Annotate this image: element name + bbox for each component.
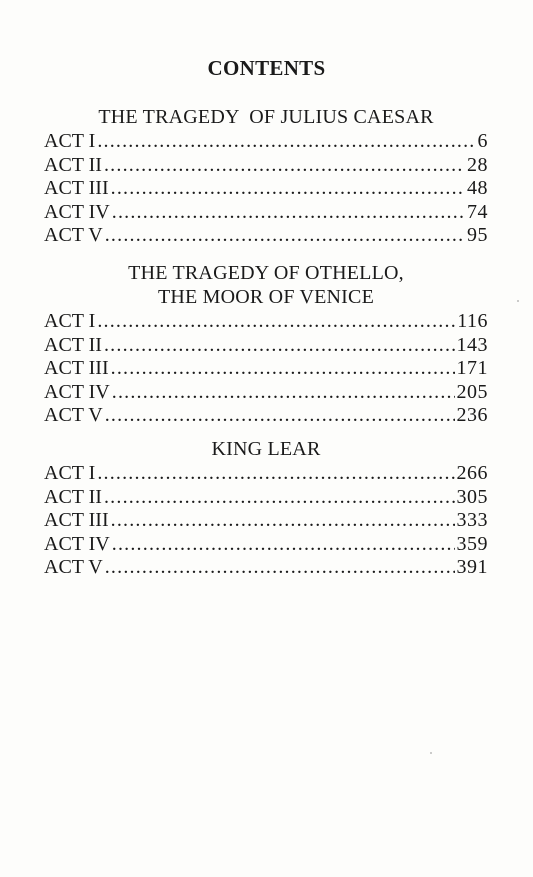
- toc-entry-label: ACT V: [44, 556, 103, 578]
- section-king-lear: [44, 438, 488, 580]
- toc-entry[interactable]: [44, 509, 488, 533]
- toc-entry-label: ACT V: [44, 224, 103, 246]
- toc-entry[interactable]: [44, 154, 488, 178]
- toc-entry[interactable]: [44, 533, 488, 557]
- toc-entry-label: ACT III: [44, 509, 109, 531]
- toc-entry-label: ACT I: [44, 462, 96, 484]
- paper-speck: [430, 752, 432, 754]
- toc-entry-page: 205: [456, 380, 488, 403]
- toc-entry-page: 391: [456, 556, 488, 578]
- toc-entry[interactable]: [44, 334, 488, 358]
- leader-dots: [97, 310, 455, 334]
- toc-entry-page: 48: [467, 177, 488, 199]
- toc-entry-label: ACT I: [44, 130, 96, 152]
- toc-entry-label: ACT III: [44, 177, 109, 199]
- toc-entry-label: ACT IV: [44, 380, 110, 403]
- leader-dots: [111, 357, 455, 381]
- leader-dots: [104, 154, 465, 178]
- toc-entry[interactable]: [44, 310, 488, 334]
- toc-entry-page: 236: [456, 404, 488, 426]
- toc-entry-label: ACT II: [44, 333, 102, 356]
- section-title: THE TRAGEDY OF OTHELLO,: [128, 262, 404, 284]
- toc-entry-page: 116: [457, 310, 488, 332]
- toc-entry-label: ACT IV: [44, 200, 110, 223]
- toc-entry[interactable]: [44, 201, 488, 225]
- section-title: KING LEAR: [211, 438, 321, 460]
- toc-entry[interactable]: [44, 130, 488, 154]
- toc-entry-label: ACT III: [44, 357, 109, 379]
- leader-dots: [97, 462, 454, 486]
- toc-entry[interactable]: [44, 224, 488, 248]
- toc-entry[interactable]: [44, 404, 488, 428]
- toc-entry-page: 95: [467, 224, 488, 246]
- toc-entry-label: ACT IV: [44, 532, 110, 555]
- toc-entry-label: ACT II: [44, 485, 102, 508]
- toc-entry-label: ACT I: [44, 310, 96, 332]
- leader-dots: [111, 177, 465, 201]
- toc-entry-page: 74: [467, 200, 488, 223]
- toc-entry[interactable]: [44, 462, 488, 486]
- section-title-line-2: THE MOOR OF VENICE: [157, 286, 374, 308]
- leader-dots: [104, 334, 455, 358]
- toc-entry-page: 305: [456, 485, 488, 508]
- toc-entry-page: 171: [456, 357, 488, 379]
- leader-dots: [105, 224, 465, 248]
- toc-entry[interactable]: [44, 556, 488, 580]
- toc-entry-page: 333: [456, 509, 488, 531]
- toc-entry[interactable]: [44, 357, 488, 381]
- toc-entry-page: 143: [456, 333, 488, 356]
- leader-dots: [112, 381, 455, 405]
- leader-dots: [104, 486, 455, 510]
- toc-entry-page: 28: [467, 153, 488, 176]
- leader-dots: [112, 201, 465, 225]
- leader-dots: [111, 509, 455, 533]
- toc-entry-page: 6: [477, 130, 488, 152]
- toc-entry[interactable]: [44, 177, 488, 201]
- section-othello: [44, 262, 488, 428]
- leader-dots: [97, 130, 475, 154]
- section-julius-caesar: [44, 106, 488, 248]
- toc-entry[interactable]: [44, 381, 488, 405]
- leader-dots: [105, 404, 455, 428]
- paper-speck: [517, 300, 519, 302]
- toc-entry-page: 266: [456, 462, 488, 484]
- page-title: CONTENTS: [207, 56, 326, 80]
- leader-dots: [112, 533, 455, 557]
- toc-entry-label: ACT V: [44, 404, 103, 426]
- toc-entry[interactable]: [44, 486, 488, 510]
- section-title: THE TRAGEDY OF JULIUS CAESAR: [98, 106, 434, 128]
- leader-dots: [105, 556, 455, 580]
- toc-entry-page: 359: [456, 532, 488, 555]
- toc-entry-label: ACT II: [44, 153, 102, 176]
